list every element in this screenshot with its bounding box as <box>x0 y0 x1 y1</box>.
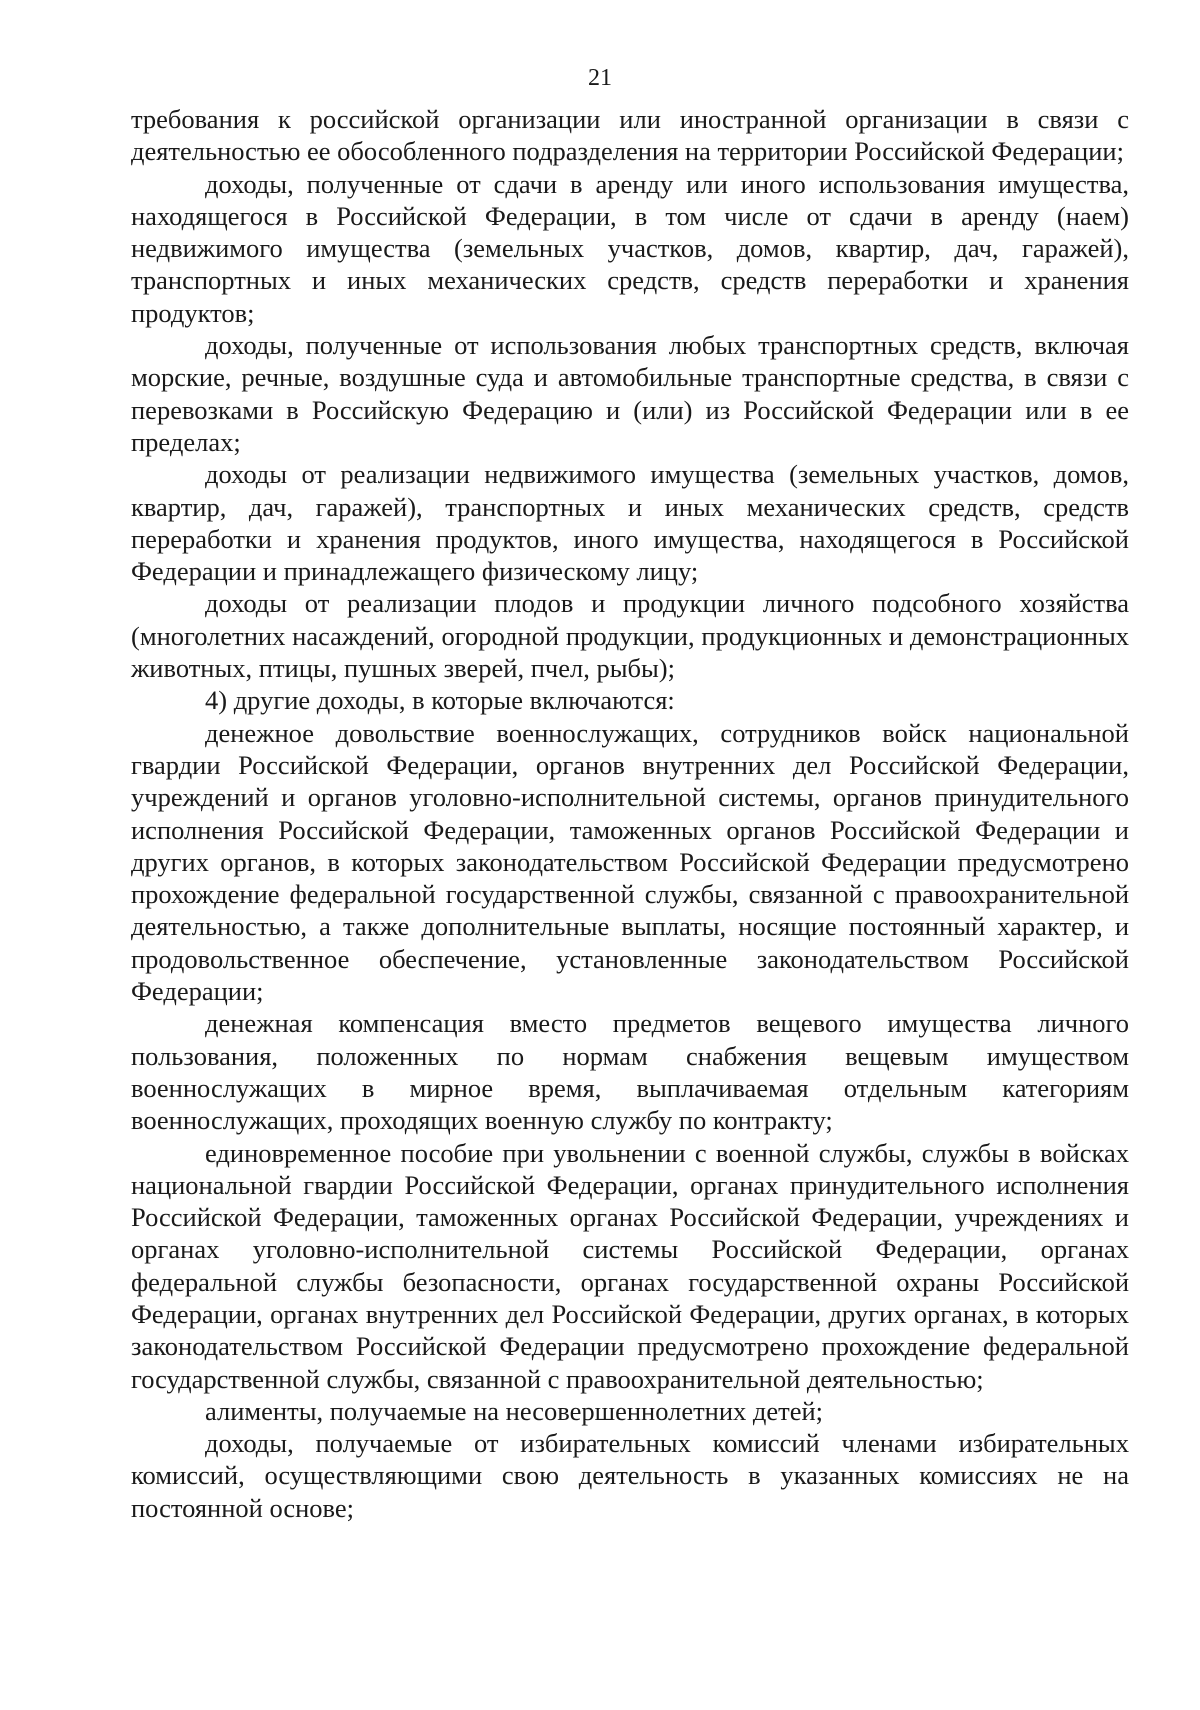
paragraph-other-income-heading: 4) другие доходы, в которые включаются: <box>205 685 675 716</box>
paragraph-monetary-allowance: денежное довольствие военнослужащих, сотрудников войск национальной гвардии Российской Федерации, органов внутренних дел Российской Федерации, учреждений и органов уголовно-исполнительной системы, органов принудительного исполнения Российской Федерации, таможенных органов Российской Федерации и других органов, в которых законодательством Российской Федерации предусмотрено прохождение федеральной государственной службы, связанной с правоохранительной деятельностью, а также дополнительные выплаты, носящие постоянный характер, и продовольственное обеспечение, установленные законодательством Российской Федерации; <box>131 717 1129 1007</box>
document-body <box>131 103 1129 1524</box>
paragraph-alimony: алименты, получаемые на несовершеннолетних детей; <box>205 1395 824 1426</box>
paragraph-clothing-compensation: денежная компенсация вместо предметов вещевого имущества личного пользования, положенных по нормам снабжения вещевым имуществом военнослужащих в мирное время, выплачиваемая отдельным категориям военнослужащих, проходящих военную службу по контракту; <box>131 1008 1129 1136</box>
paragraph-election-commission-income: доходы, получаемые от избирательных комиссий членами избирательных комиссий, осуществляющими свою деятельность в указанных комиссиях не на постоянной основе; <box>131 1428 1129 1523</box>
paragraph-transport-income: доходы, полученные от использования любых транспортных средств, включая морские, речные, воздушные суда и автомобильные транспортные средства, в связи с перевозками в Российскую Федерацию и (или) из Российской Федерации или в ее пределах; <box>131 330 1129 457</box>
paragraph-severance-allowance: единовременное пособие при увольнении с военной службы, службы в войсках национальной гвардии Российской Федерации, органах принудительного исполнения Российской Федерации, таможенных органах Российской Федерации, учреждениях и органах уголовно-исполнительной системы Российской Федерации, органах федеральной службы безопасности, органах государственной охраны Российской Федерации, органах внутренних дел Российской Федерации, других органах, в которых законодательством Российской Федерации предусмотрено прохождение федеральной государственной службы, связанной с правоохранительной деятельностью; <box>131 1137 1129 1394</box>
paragraph-rental-income: доходы, полученные от сдачи в аренду или иного использования имущества, находящегося в Российской Федерации, в том числе от сдачи в аренду (наем) недвижимого имущества (земельных участков, домов, квартир, дач, гаражей), транспортных и иных механических средств, средств переработки и хранения продуктов; <box>131 168 1129 328</box>
page-number: 21 <box>588 65 612 91</box>
paragraph-property-sale-income: доходы от реализации недвижимого имущества (земельных участков, домов, квартир, дач, гаражей), транспортных и иных механических средств, средств переработки и хранения продуктов, иного имущества, находящегося в Российской Федерации и принадлежащего физическому лицу; <box>131 459 1129 587</box>
paragraph-household-produce-income: доходы от реализации плодов и продукции личного подсобного хозяйства (многолетних насаждений, огородной продукции, продукционных и демонстрационных животных, птицы, пушных зверей, пчел, рыбы); <box>131 588 1129 684</box>
paragraph-continuation: требования к российской организации или иностранной организации в связи с деятельностью ее обособленного подразделения на территории Российской Федерации; <box>131 104 1129 167</box>
